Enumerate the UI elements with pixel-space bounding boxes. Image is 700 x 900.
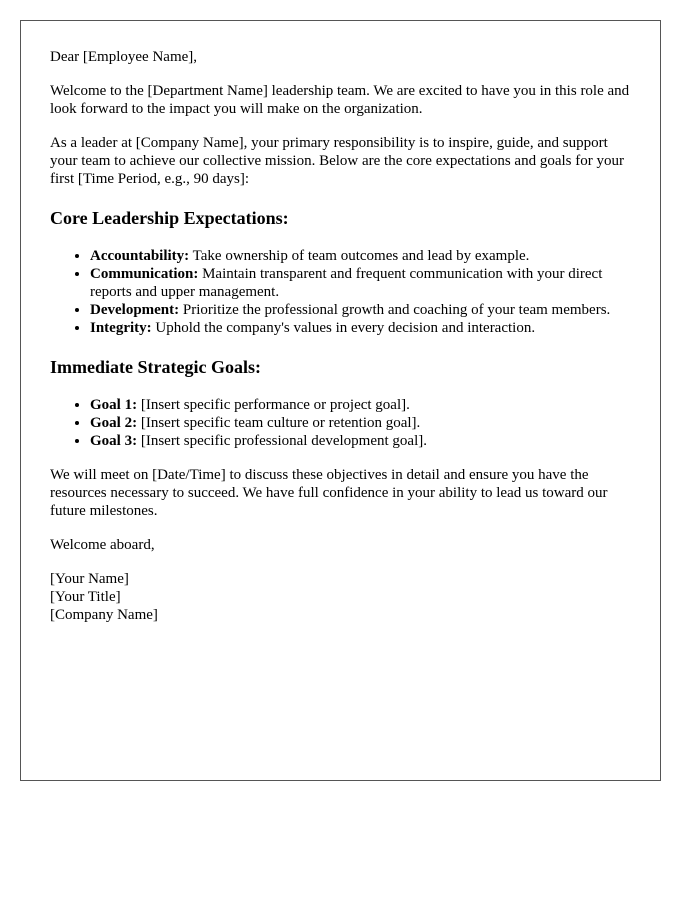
item-text: Prioritize the professional growth and coaching of your team members.	[179, 302, 611, 318]
item-term: Integrity:	[90, 320, 152, 336]
item-term: Accountability:	[90, 248, 190, 264]
expectations-list	[50, 247, 632, 337]
goals-heading: Immediate Strategic Goals:	[50, 357, 261, 377]
signature-name: [Your Name]	[50, 571, 129, 587]
item-term: Goal 3:	[90, 433, 138, 449]
list-item	[90, 247, 632, 265]
item-term: Goal 1:	[90, 397, 138, 413]
goals-list	[50, 396, 632, 450]
list-item	[90, 301, 632, 319]
responsibility-paragraph: As a leader at [Company Name], your primary responsibility is to inspire, guide, and support your team to achieve our collective mission. Below are the core expectations and goals for your first [Time Period, e.g., 90 days]:	[50, 135, 624, 187]
item-text: [Insert specific team culture or retention goal].	[137, 415, 421, 431]
item-term: Communication:	[90, 266, 199, 282]
list-item	[90, 432, 632, 450]
item-term: Development:	[90, 302, 180, 318]
closing: Welcome aboard,	[50, 537, 155, 553]
signature-company: [Company Name]	[50, 607, 158, 623]
expectations-heading: Core Leadership Expectations:	[50, 208, 289, 228]
item-text: [Insert specific professional development goal].	[137, 433, 427, 449]
meeting-paragraph: We will meet on [Date/Time] to discuss these objectives in detail and ensure you have the resources necessary to succeed. We have full confidence in your ability to lead us toward our future milestones.	[50, 467, 608, 519]
item-text: [Insert specific performance or project goal].	[137, 397, 410, 413]
item-text: Maintain transparent and frequent communication with your direct reports and upper management.	[90, 266, 603, 300]
greeting: Dear [Employee Name],	[50, 49, 198, 65]
list-item	[90, 265, 632, 301]
signature-title: [Your Title]	[50, 589, 121, 605]
list-item	[90, 319, 632, 337]
letter-document	[20, 20, 661, 781]
list-item	[90, 414, 632, 432]
intro-paragraph: Welcome to the [Department Name] leadership team. We are excited to have you in this role and look forward to the impact you will make on the organization.	[50, 83, 630, 117]
item-text: Take ownership of team outcomes and lead by example.	[189, 248, 530, 264]
signature-block	[50, 570, 632, 624]
item-term: Goal 2:	[90, 415, 138, 431]
list-item	[90, 396, 632, 414]
item-text: Uphold the company's values in every decision and interaction.	[151, 320, 536, 336]
